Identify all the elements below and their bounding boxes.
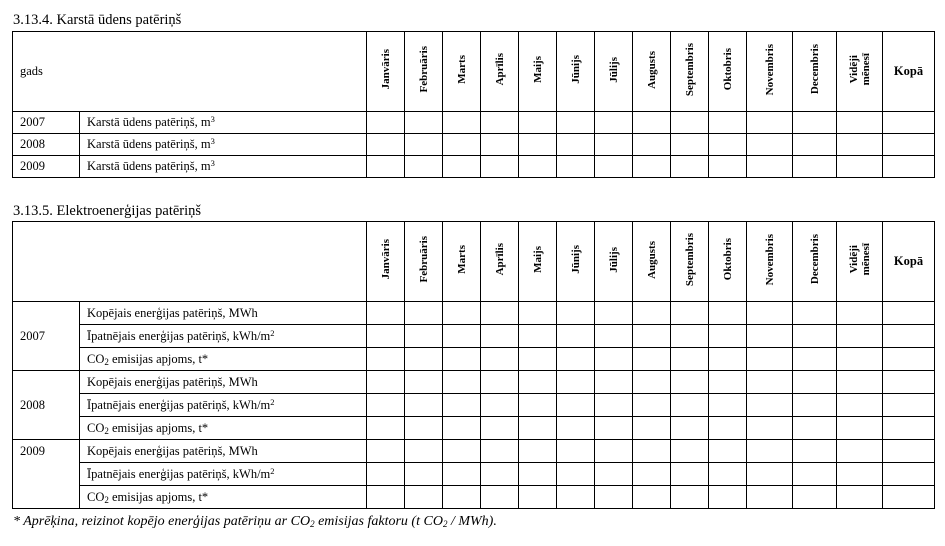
month-header — [481, 32, 519, 112]
data-cell[interactable] — [519, 134, 557, 156]
co2-label-sub: 2 — [104, 425, 109, 436]
data-cell[interactable] — [883, 394, 935, 417]
section-title-electricity: 3.13.5. Elektroenerģijas patēriņš — [13, 203, 202, 219]
co2-label-sub: 2 — [104, 356, 109, 367]
data-cell[interactable] — [557, 302, 595, 325]
month-header-label: Februāris — [417, 46, 430, 93]
table-row — [13, 371, 935, 394]
data-cell[interactable] — [595, 134, 633, 156]
data-cell[interactable] — [883, 463, 935, 486]
month-header — [519, 32, 557, 112]
co2-label-prefix: CO — [87, 420, 105, 435]
data-cell[interactable] — [557, 417, 595, 440]
month-header — [481, 222, 519, 302]
year-cell: 2009 — [13, 440, 80, 509]
table-row — [13, 325, 935, 348]
specific-consumption-sup: 2 — [270, 327, 275, 338]
data-cell[interactable] — [405, 302, 443, 325]
year-cell: 2008 — [13, 134, 80, 156]
month-header — [709, 222, 747, 302]
table-row — [13, 156, 935, 178]
month-header-label: Oktobris — [721, 238, 734, 281]
data-cell[interactable] — [443, 463, 481, 486]
data-cell[interactable] — [405, 134, 443, 156]
month-header-label: Jūlijs — [607, 246, 620, 273]
section-title-hot-water: 3.13.4. Karstā ūdens patēriņš — [13, 12, 182, 28]
data-cell[interactable] — [883, 348, 935, 371]
data-cell[interactable] — [633, 112, 671, 134]
row-label-text: Karstā ūdens patēriņš, m — [87, 137, 211, 151]
data-cell[interactable] — [793, 325, 837, 348]
data-cell[interactable] — [883, 371, 935, 394]
data-cell[interactable] — [405, 440, 443, 463]
data-cell[interactable] — [671, 302, 709, 325]
month-header-label: Decembris — [808, 234, 821, 285]
data-cell[interactable] — [367, 486, 405, 509]
total-header: Kopā — [883, 222, 935, 302]
co2-label-prefix: CO — [87, 351, 105, 366]
data-cell[interactable] — [671, 486, 709, 509]
data-cell[interactable] — [709, 302, 747, 325]
data-cell[interactable] — [633, 394, 671, 417]
data-cell[interactable] — [595, 486, 633, 509]
data-cell[interactable] — [405, 371, 443, 394]
data-cell[interactable] — [519, 394, 557, 417]
data-cell[interactable] — [367, 134, 405, 156]
data-cell[interactable] — [557, 156, 595, 178]
data-cell[interactable] — [595, 156, 633, 178]
data-cell[interactable] — [405, 112, 443, 134]
data-cell[interactable] — [481, 325, 519, 348]
data-cell[interactable] — [747, 156, 793, 178]
data-cell[interactable] — [443, 302, 481, 325]
data-cell[interactable] — [481, 371, 519, 394]
table-row — [13, 463, 935, 486]
average-header — [837, 222, 883, 302]
data-cell[interactable] — [443, 325, 481, 348]
month-header-label: Marts — [455, 55, 468, 84]
data-cell[interactable] — [671, 371, 709, 394]
month-header-label: Aprīlis — [493, 243, 506, 276]
data-cell[interactable] — [595, 348, 633, 371]
data-cell[interactable] — [883, 417, 935, 440]
month-header — [671, 222, 709, 302]
data-cell[interactable] — [837, 348, 883, 371]
specific-consumption-sup: 2 — [270, 465, 275, 476]
data-cell[interactable] — [709, 156, 747, 178]
data-cell[interactable] — [709, 134, 747, 156]
average-header-line-1: Vidēji — [847, 55, 860, 84]
data-cell[interactable] — [793, 371, 837, 394]
footnote-sub-1: 2 — [310, 519, 315, 529]
row-label — [80, 486, 367, 509]
row-label-sup: 3 — [210, 158, 215, 168]
month-header-label: Oktobris — [721, 48, 734, 91]
month-header — [557, 222, 595, 302]
data-cell[interactable] — [443, 417, 481, 440]
month-header — [405, 222, 443, 302]
row-label — [80, 134, 367, 156]
data-cell[interactable] — [367, 348, 405, 371]
data-cell[interactable] — [443, 440, 481, 463]
month-header-label: Septembris — [683, 42, 696, 97]
data-cell[interactable] — [443, 486, 481, 509]
data-cell[interactable] — [633, 371, 671, 394]
data-cell[interactable] — [633, 302, 671, 325]
data-cell[interactable] — [443, 134, 481, 156]
average-header-line-2: mēnesī — [859, 243, 872, 276]
average-header-label — [848, 53, 872, 85]
month-header-label: Februāris — [417, 236, 430, 283]
table-row — [13, 440, 935, 463]
specific-consumption-label: Īpatnējais enerģijas patēriņš, kWh/m — [87, 466, 271, 481]
data-cell[interactable] — [557, 394, 595, 417]
co2-label-suffix: emisijas apjoms, t* — [108, 489, 209, 504]
table-row — [13, 302, 935, 325]
data-cell[interactable] — [633, 440, 671, 463]
data-cell[interactable] — [595, 394, 633, 417]
month-header — [595, 222, 633, 302]
data-cell[interactable] — [405, 394, 443, 417]
table-row — [13, 348, 935, 371]
data-cell[interactable] — [709, 112, 747, 134]
month-header-label: Maijs — [531, 56, 544, 83]
data-cell[interactable] — [671, 394, 709, 417]
data-cell[interactable] — [595, 112, 633, 134]
data-cell[interactable] — [747, 394, 793, 417]
data-cell[interactable] — [481, 440, 519, 463]
row-label — [80, 325, 367, 348]
data-cell[interactable] — [793, 394, 837, 417]
data-cell[interactable] — [837, 463, 883, 486]
month-header-label: Decembris — [808, 44, 821, 95]
specific-consumption-sup: 2 — [270, 396, 275, 407]
month-header-label: Aprīlis — [493, 53, 506, 86]
data-cell[interactable] — [557, 371, 595, 394]
empty-header-cell — [13, 222, 367, 302]
data-cell[interactable] — [519, 486, 557, 509]
data-cell[interactable] — [633, 156, 671, 178]
electricity-table — [12, 221, 935, 509]
specific-consumption-label: Īpatnējais enerģijas patēriņš, kWh/m — [87, 397, 271, 412]
data-cell[interactable] — [405, 325, 443, 348]
year-cell: 2007 — [13, 112, 80, 134]
data-cell[interactable] — [519, 348, 557, 371]
data-cell[interactable] — [837, 394, 883, 417]
data-cell[interactable] — [367, 325, 405, 348]
data-cell[interactable] — [633, 486, 671, 509]
month-header — [633, 222, 671, 302]
row-label-text: Karstā ūdens patēriņš, m — [87, 115, 211, 129]
data-cell[interactable] — [633, 134, 671, 156]
data-cell[interactable] — [883, 134, 935, 156]
data-cell[interactable] — [883, 156, 935, 178]
data-cell[interactable] — [443, 394, 481, 417]
average-header-label — [848, 243, 872, 275]
month-header — [557, 32, 595, 112]
data-cell[interactable] — [405, 348, 443, 371]
data-cell[interactable] — [837, 486, 883, 509]
month-header — [443, 222, 481, 302]
table-row — [13, 134, 935, 156]
data-cell[interactable] — [671, 463, 709, 486]
month-header-label: Marts — [455, 245, 468, 274]
table-row — [13, 394, 935, 417]
data-cell[interactable] — [557, 463, 595, 486]
month-header-label: Augusts — [645, 240, 658, 279]
data-cell[interactable] — [747, 112, 793, 134]
data-cell[interactable] — [519, 371, 557, 394]
data-cell[interactable] — [595, 463, 633, 486]
month-header — [443, 32, 481, 112]
data-cell[interactable] — [405, 417, 443, 440]
data-cell[interactable] — [367, 394, 405, 417]
month-header-label: Janvāris — [379, 239, 392, 280]
data-cell[interactable] — [709, 325, 747, 348]
data-cell[interactable] — [633, 348, 671, 371]
month-header — [405, 32, 443, 112]
data-cell[interactable] — [747, 371, 793, 394]
data-cell[interactable] — [671, 348, 709, 371]
data-cell[interactable] — [633, 325, 671, 348]
data-cell[interactable] — [671, 325, 709, 348]
data-cell[interactable] — [793, 486, 837, 509]
co2-label-suffix: emisijas apjoms, t* — [108, 420, 209, 435]
data-cell[interactable] — [519, 112, 557, 134]
data-cell[interactable] — [671, 156, 709, 178]
data-cell[interactable] — [367, 302, 405, 325]
specific-consumption-label: Īpatnējais enerģijas patēriņš, kWh/m — [87, 328, 271, 343]
data-cell[interactable] — [837, 134, 883, 156]
data-cell[interactable] — [481, 302, 519, 325]
data-cell[interactable] — [837, 371, 883, 394]
data-cell[interactable] — [883, 486, 935, 509]
data-cell[interactable] — [837, 112, 883, 134]
data-cell[interactable] — [709, 486, 747, 509]
data-cell[interactable] — [671, 440, 709, 463]
data-cell[interactable] — [367, 112, 405, 134]
hot-water-table — [12, 31, 935, 178]
month-header — [747, 222, 793, 302]
month-header — [709, 32, 747, 112]
data-cell[interactable] — [519, 440, 557, 463]
average-header — [837, 32, 883, 112]
data-cell[interactable] — [595, 325, 633, 348]
table-header-row — [13, 222, 935, 302]
co2-label-prefix: CO — [87, 489, 105, 504]
month-header-label: Novembris — [763, 233, 776, 286]
footnote-text-2: emisijas faktoru (t CO — [314, 514, 443, 529]
data-cell[interactable] — [443, 112, 481, 134]
data-cell[interactable] — [633, 417, 671, 440]
data-cell[interactable] — [709, 440, 747, 463]
data-cell[interactable] — [443, 348, 481, 371]
data-cell[interactable] — [595, 371, 633, 394]
data-cell[interactable] — [481, 348, 519, 371]
data-cell[interactable] — [793, 156, 837, 178]
data-cell[interactable] — [671, 112, 709, 134]
row-label — [80, 440, 367, 463]
co2-label-suffix: emisijas apjoms, t* — [108, 351, 209, 366]
data-cell[interactable] — [837, 325, 883, 348]
data-cell[interactable] — [519, 417, 557, 440]
data-cell[interactable] — [837, 417, 883, 440]
footnote-text-3: / MWh). — [447, 514, 497, 529]
data-cell[interactable] — [481, 156, 519, 178]
data-cell[interactable] — [595, 440, 633, 463]
month-header — [747, 32, 793, 112]
data-cell[interactable] — [709, 394, 747, 417]
row-label — [80, 112, 367, 134]
footnote-text-1: * Aprēķina, reizinot kopējo enerģijas patēriņu ar CO — [13, 514, 311, 529]
data-cell[interactable] — [443, 371, 481, 394]
data-cell[interactable] — [405, 156, 443, 178]
data-cell[interactable] — [367, 156, 405, 178]
data-cell[interactable] — [883, 440, 935, 463]
total-header: Kopā — [883, 32, 935, 112]
data-cell[interactable] — [481, 486, 519, 509]
month-header-label: Jūnijs — [569, 55, 582, 84]
data-cell[interactable] — [519, 325, 557, 348]
row-label-text: Karstā ūdens patēriņš, m — [87, 159, 211, 173]
data-cell[interactable] — [557, 440, 595, 463]
month-header — [595, 32, 633, 112]
month-header-label: Maijs — [531, 246, 544, 273]
month-header-label: Septembris — [683, 232, 696, 287]
data-cell[interactable] — [671, 134, 709, 156]
row-label — [80, 302, 367, 325]
data-cell[interactable] — [633, 463, 671, 486]
data-cell[interactable] — [709, 348, 747, 371]
data-cell[interactable] — [883, 302, 935, 325]
data-cell[interactable] — [367, 440, 405, 463]
data-cell[interactable] — [519, 463, 557, 486]
data-cell[interactable] — [837, 156, 883, 178]
data-cell[interactable] — [367, 417, 405, 440]
data-cell[interactable] — [747, 486, 793, 509]
month-header — [793, 222, 837, 302]
data-cell[interactable] — [883, 325, 935, 348]
row-label — [80, 394, 367, 417]
month-header-label: Augusts — [645, 50, 658, 89]
data-cell[interactable] — [519, 156, 557, 178]
data-cell[interactable] — [519, 302, 557, 325]
data-cell[interactable] — [443, 156, 481, 178]
data-cell[interactable] — [709, 463, 747, 486]
average-header-line-1: Vidēji — [847, 245, 860, 274]
data-cell[interactable] — [405, 486, 443, 509]
month-header — [367, 222, 405, 302]
month-header — [633, 32, 671, 112]
data-cell[interactable] — [367, 371, 405, 394]
co2-label-sub: 2 — [104, 494, 109, 505]
month-header-label: Novembris — [763, 43, 776, 96]
data-cell[interactable] — [747, 440, 793, 463]
month-header — [519, 222, 557, 302]
data-cell[interactable] — [837, 440, 883, 463]
row-label-sup: 3 — [210, 136, 215, 146]
table-row — [13, 486, 935, 509]
row-label — [80, 348, 367, 371]
data-cell[interactable] — [709, 371, 747, 394]
data-cell[interactable] — [481, 112, 519, 134]
data-cell[interactable] — [793, 348, 837, 371]
row-label — [80, 371, 367, 394]
table-row — [13, 417, 935, 440]
average-header-line-2: mēnesī — [859, 53, 872, 86]
month-header — [367, 32, 405, 112]
gads-header: gads — [13, 32, 367, 112]
footnote — [13, 513, 497, 531]
table-header-row — [13, 32, 935, 112]
data-cell[interactable] — [793, 440, 837, 463]
month-header — [793, 32, 837, 112]
data-cell[interactable] — [793, 112, 837, 134]
data-cell[interactable] — [481, 463, 519, 486]
footnote-sub-2: 2 — [442, 519, 448, 529]
data-cell[interactable] — [481, 417, 519, 440]
data-cell[interactable] — [481, 394, 519, 417]
data-cell[interactable] — [405, 463, 443, 486]
data-cell[interactable] — [747, 463, 793, 486]
data-cell[interactable] — [671, 417, 709, 440]
data-cell[interactable] — [793, 134, 837, 156]
data-cell[interactable] — [747, 325, 793, 348]
data-cell[interactable] — [747, 417, 793, 440]
data-cell[interactable] — [481, 134, 519, 156]
row-label — [80, 417, 367, 440]
data-cell[interactable] — [883, 112, 935, 134]
data-cell[interactable] — [793, 417, 837, 440]
row-label — [80, 463, 367, 486]
row-label-sup: 3 — [210, 114, 215, 124]
month-header-label: Jūnijs — [569, 245, 582, 274]
total-consumption-label: Kopējais enerģijas patēriņš, MWh — [87, 305, 258, 320]
year-cell: 2007 — [13, 302, 80, 371]
data-cell[interactable] — [793, 302, 837, 325]
year-cell: 2009 — [13, 156, 80, 178]
data-cell[interactable] — [747, 302, 793, 325]
table-row — [13, 112, 935, 134]
data-cell[interactable] — [557, 348, 595, 371]
data-cell[interactable] — [793, 463, 837, 486]
year-cell: 2008 — [13, 371, 80, 440]
data-cell[interactable] — [557, 486, 595, 509]
total-consumption-label: Kopējais enerģijas patēriņš, MWh — [87, 443, 258, 458]
total-consumption-label: Kopējais enerģijas patēriņš, MWh — [87, 374, 258, 389]
data-cell[interactable] — [709, 417, 747, 440]
data-cell[interactable] — [557, 134, 595, 156]
data-cell[interactable] — [595, 417, 633, 440]
data-cell[interactable] — [837, 302, 883, 325]
data-cell[interactable] — [367, 463, 405, 486]
data-cell[interactable] — [557, 112, 595, 134]
month-header-label: Janvāris — [379, 49, 392, 90]
data-cell[interactable] — [595, 302, 633, 325]
data-cell[interactable] — [747, 134, 793, 156]
month-header — [671, 32, 709, 112]
month-header-label: Jūlijs — [607, 56, 620, 83]
data-cell[interactable] — [557, 325, 595, 348]
data-cell[interactable] — [747, 348, 793, 371]
row-label — [80, 156, 367, 178]
